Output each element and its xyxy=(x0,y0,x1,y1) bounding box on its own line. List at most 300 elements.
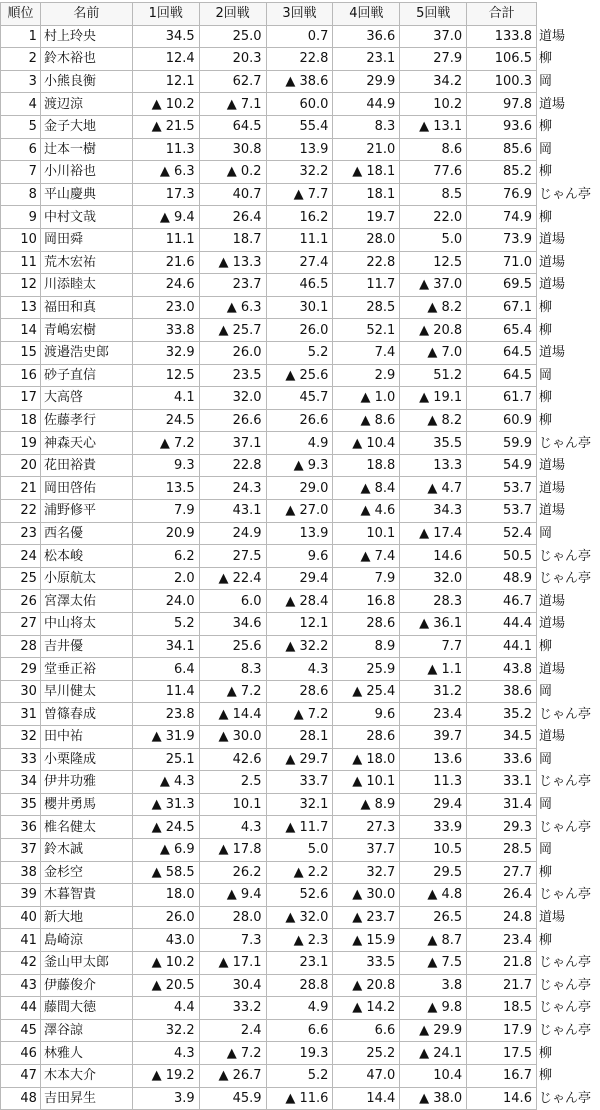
round-5-cell: ▲ 4.8 xyxy=(400,884,467,907)
round-3-cell: 19.3 xyxy=(266,1042,333,1065)
round-5-cell: 39.7 xyxy=(400,726,467,749)
round-4-cell: 33.5 xyxy=(333,951,400,974)
rank-cell: 7 xyxy=(1,161,41,184)
table-row xyxy=(1,115,600,138)
total-cell: 38.6 xyxy=(467,680,537,703)
round-1-cell: 32.2 xyxy=(132,1019,199,1042)
total-cell: 14.6 xyxy=(467,1087,537,1110)
round-1-cell: ▲ 58.5 xyxy=(132,861,199,884)
table-row xyxy=(1,206,600,229)
round-3-cell: 5.0 xyxy=(266,838,333,861)
round-3-cell: 60.0 xyxy=(266,93,333,116)
round-1-cell: ▲ 31.3 xyxy=(132,793,199,816)
round-2-cell: 27.5 xyxy=(199,545,266,568)
round-2-cell: 23.7 xyxy=(199,274,266,297)
round-1-cell: 34.1 xyxy=(132,635,199,658)
group-cell: 柳 xyxy=(538,638,552,654)
table-row xyxy=(1,70,600,93)
rank-cell: 42 xyxy=(1,951,41,974)
name-cell: 荒木宏祐 xyxy=(40,251,132,274)
table-row xyxy=(1,228,600,251)
rank-cell: 23 xyxy=(1,522,41,545)
table-row xyxy=(1,364,600,387)
round-4-cell: ▲ 18.1 xyxy=(333,161,400,184)
round-5-cell: 8.6 xyxy=(400,138,467,161)
table-row xyxy=(1,590,600,613)
round-3-cell: 32.2 xyxy=(266,161,333,184)
table-row xyxy=(1,726,600,749)
group-cell: 道場 xyxy=(538,28,565,44)
round-1-cell: 5.2 xyxy=(132,613,199,636)
round-4-cell: 22.8 xyxy=(333,251,400,274)
name-cell: 大高啓 xyxy=(40,387,132,410)
total-cell: 85.2 xyxy=(467,161,537,184)
name-cell: 渡辺涼 xyxy=(40,93,132,116)
name-cell: 鈴木誠 xyxy=(40,838,132,861)
round-3-cell: 5.2 xyxy=(266,1064,333,1087)
total-cell: 35.2 xyxy=(467,703,537,726)
round-2-cell: 33.2 xyxy=(199,997,266,1020)
group-cell: 道場 xyxy=(538,232,565,248)
round-2-cell: 26.2 xyxy=(199,861,266,884)
round-2-cell: 26.4 xyxy=(199,206,266,229)
round-5-cell: 51.2 xyxy=(400,364,467,387)
round-5-cell: 14.6 xyxy=(400,545,467,568)
round-5-cell: 31.2 xyxy=(400,680,467,703)
round-3-cell: 28.6 xyxy=(266,680,333,703)
round-3-cell: 26.6 xyxy=(266,409,333,432)
name-cell: 釜山甲太郎 xyxy=(40,951,132,974)
rank-cell: 3 xyxy=(1,70,41,93)
round-4-cell: ▲ 25.4 xyxy=(333,680,400,703)
total-cell: 133.8 xyxy=(467,25,537,48)
rank-cell: 24 xyxy=(1,545,41,568)
round-1-cell: 21.6 xyxy=(132,251,199,274)
round-4-cell: ▲ 10.1 xyxy=(333,771,400,794)
header-round-2: 2回戦 xyxy=(199,3,266,26)
round-2-cell: 26.0 xyxy=(199,341,266,364)
total-cell: 44.1 xyxy=(467,635,537,658)
total-cell: 53.7 xyxy=(467,500,537,523)
group-cell: 岡 xyxy=(538,684,552,700)
round-2-cell: 4.3 xyxy=(199,816,266,839)
round-2-cell: 23.5 xyxy=(199,364,266,387)
round-3-cell: ▲ 32.0 xyxy=(266,906,333,929)
round-5-cell: ▲ 38.0 xyxy=(400,1087,467,1110)
rank-cell: 43 xyxy=(1,974,41,997)
round-5-cell: 26.5 xyxy=(400,906,467,929)
rank-cell: 13 xyxy=(1,296,41,319)
round-3-cell: 4.9 xyxy=(266,997,333,1020)
round-4-cell: ▲ 14.2 xyxy=(333,997,400,1020)
name-cell: 櫻井勇馬 xyxy=(40,793,132,816)
round-2-cell: 30.4 xyxy=(199,974,266,997)
round-1-cell: ▲ 9.4 xyxy=(132,206,199,229)
round-3-cell: 29.4 xyxy=(266,567,333,590)
name-cell: 中山将太 xyxy=(40,613,132,636)
round-5-cell: ▲ 7.5 xyxy=(400,951,467,974)
round-5-cell: 37.0 xyxy=(400,25,467,48)
round-1-cell: 4.3 xyxy=(132,1042,199,1065)
rank-cell: 10 xyxy=(1,228,41,251)
header-row xyxy=(1,3,600,26)
round-2-cell: 24.9 xyxy=(199,522,266,545)
rank-cell: 27 xyxy=(1,613,41,636)
round-4-cell: 6.6 xyxy=(333,1019,400,1042)
total-cell: 71.0 xyxy=(467,251,537,274)
round-3-cell: 45.7 xyxy=(266,387,333,410)
round-1-cell: 9.3 xyxy=(132,454,199,477)
name-cell: 福田和真 xyxy=(40,296,132,319)
round-1-cell: 32.9 xyxy=(132,341,199,364)
round-5-cell: 29.5 xyxy=(400,861,467,884)
total-cell: 43.8 xyxy=(467,658,537,681)
table-row xyxy=(1,1064,600,1087)
round-1-cell: 25.1 xyxy=(132,748,199,771)
round-3-cell: 26.0 xyxy=(266,319,333,342)
rank-cell: 45 xyxy=(1,1019,41,1042)
round-1-cell: 43.0 xyxy=(132,929,199,952)
name-cell: 川添睦太 xyxy=(40,274,132,297)
rank-cell: 18 xyxy=(1,409,41,432)
group-cell: じゃん亭 xyxy=(538,774,591,790)
round-3-cell: 6.6 xyxy=(266,1019,333,1042)
group-cell: 道場 xyxy=(538,458,565,474)
name-cell: 田中祐 xyxy=(40,726,132,749)
group-cell: 岡 xyxy=(538,367,552,383)
name-cell: 渡邉浩史郎 xyxy=(40,341,132,364)
round-3-cell: 9.6 xyxy=(266,545,333,568)
round-1-cell: ▲ 6.3 xyxy=(132,161,199,184)
round-1-cell: ▲ 4.3 xyxy=(132,771,199,794)
round-2-cell: 2.5 xyxy=(199,771,266,794)
total-cell: 74.9 xyxy=(467,206,537,229)
round-3-cell: 29.0 xyxy=(266,477,333,500)
table-row xyxy=(1,454,600,477)
round-3-cell: 52.6 xyxy=(266,884,333,907)
table-row xyxy=(1,635,600,658)
table-row xyxy=(1,680,600,703)
rank-cell: 28 xyxy=(1,635,41,658)
name-cell: 早川健太 xyxy=(40,680,132,703)
round-2-cell: ▲ 6.3 xyxy=(199,296,266,319)
total-cell: 53.7 xyxy=(467,477,537,500)
round-2-cell: 22.8 xyxy=(199,454,266,477)
rank-cell: 47 xyxy=(1,1064,41,1087)
group-cell: 柳 xyxy=(538,1045,552,1061)
round-4-cell: ▲ 4.6 xyxy=(333,500,400,523)
total-cell: 97.8 xyxy=(467,93,537,116)
round-3-cell: 5.2 xyxy=(266,341,333,364)
name-cell: 宮澤太佑 xyxy=(40,590,132,613)
round-2-cell: 64.5 xyxy=(199,115,266,138)
round-2-cell: 25.6 xyxy=(199,635,266,658)
rank-cell: 41 xyxy=(1,929,41,952)
round-5-cell: 5.0 xyxy=(400,228,467,251)
round-2-cell: 62.7 xyxy=(199,70,266,93)
table-row xyxy=(1,748,600,771)
name-cell: 伊藤俊介 xyxy=(40,974,132,997)
round-1-cell: ▲ 6.9 xyxy=(132,838,199,861)
round-3-cell: 30.1 xyxy=(266,296,333,319)
round-2-cell: ▲ 26.7 xyxy=(199,1064,266,1087)
round-2-cell: ▲ 9.4 xyxy=(199,884,266,907)
round-3-cell: 16.2 xyxy=(266,206,333,229)
rank-cell: 44 xyxy=(1,997,41,1020)
total-cell: 16.7 xyxy=(467,1064,537,1087)
name-cell: 浦野修平 xyxy=(40,500,132,523)
round-3-cell: 4.9 xyxy=(266,432,333,455)
group-cell: じゃん亭 xyxy=(538,977,591,993)
group-cell: 柳 xyxy=(538,390,552,406)
round-4-cell: ▲ 1.0 xyxy=(333,387,400,410)
round-4-cell: 28.6 xyxy=(333,726,400,749)
round-4-cell: ▲ 20.8 xyxy=(333,974,400,997)
total-cell: 50.5 xyxy=(467,545,537,568)
group-cell: 岡 xyxy=(538,842,552,858)
round-4-cell: 32.7 xyxy=(333,861,400,884)
round-1-cell: 24.0 xyxy=(132,590,199,613)
round-4-cell: ▲ 8.9 xyxy=(333,793,400,816)
rank-cell: 36 xyxy=(1,816,41,839)
group-cell: 柳 xyxy=(538,209,552,225)
round-5-cell: 10.5 xyxy=(400,838,467,861)
round-1-cell: 33.8 xyxy=(132,319,199,342)
round-2-cell: 43.1 xyxy=(199,500,266,523)
round-4-cell: 27.3 xyxy=(333,816,400,839)
total-cell: 61.7 xyxy=(467,387,537,410)
round-4-cell: ▲ 30.0 xyxy=(333,884,400,907)
name-cell: 金子大地 xyxy=(40,115,132,138)
table-row xyxy=(1,816,600,839)
round-5-cell: 10.2 xyxy=(400,93,467,116)
total-cell: 46.7 xyxy=(467,590,537,613)
round-2-cell: 37.1 xyxy=(199,432,266,455)
round-1-cell: 24.6 xyxy=(132,274,199,297)
round-5-cell: ▲ 24.1 xyxy=(400,1042,467,1065)
header-round-1: 1回戦 xyxy=(132,3,199,26)
group-cell: 柳 xyxy=(538,932,552,948)
round-2-cell: 7.3 xyxy=(199,929,266,952)
name-cell: 鈴木裕也 xyxy=(40,48,132,71)
group-cell: じゃん亭 xyxy=(538,819,591,835)
name-cell: 小川裕也 xyxy=(40,161,132,184)
round-4-cell: 18.1 xyxy=(333,183,400,206)
round-3-cell: 33.7 xyxy=(266,771,333,794)
round-1-cell: 24.5 xyxy=(132,409,199,432)
round-5-cell: ▲ 8.7 xyxy=(400,929,467,952)
round-2-cell: 6.0 xyxy=(199,590,266,613)
total-cell: 76.9 xyxy=(467,183,537,206)
header-round-3: 3回戦 xyxy=(266,3,333,26)
round-2-cell: 18.7 xyxy=(199,228,266,251)
table-row xyxy=(1,25,600,48)
rank-cell: 9 xyxy=(1,206,41,229)
name-cell: 村上玲央 xyxy=(40,25,132,48)
round-5-cell: 77.6 xyxy=(400,161,467,184)
round-4-cell: ▲ 10.4 xyxy=(333,432,400,455)
round-2-cell: ▲ 17.8 xyxy=(199,838,266,861)
name-cell: 木暮智貴 xyxy=(40,884,132,907)
round-1-cell: 18.0 xyxy=(132,884,199,907)
name-cell: 神森天心 xyxy=(40,432,132,455)
group-cell: 岡 xyxy=(538,74,552,90)
name-cell: 佐藤孝行 xyxy=(40,409,132,432)
table-row xyxy=(1,522,600,545)
round-1-cell: 2.0 xyxy=(132,567,199,590)
table-row xyxy=(1,500,600,523)
round-4-cell: 7.4 xyxy=(333,341,400,364)
round-4-cell: ▲ 8.4 xyxy=(333,477,400,500)
round-1-cell: 6.2 xyxy=(132,545,199,568)
round-4-cell: 16.8 xyxy=(333,590,400,613)
group-cell: 道場 xyxy=(538,593,565,609)
name-cell: 吉田昇生 xyxy=(40,1087,132,1110)
rank-cell: 15 xyxy=(1,341,41,364)
round-4-cell: 14.4 xyxy=(333,1087,400,1110)
rank-cell: 6 xyxy=(1,138,41,161)
round-4-cell: ▲ 8.6 xyxy=(333,409,400,432)
group-cell: 岡 xyxy=(538,141,552,157)
table-row xyxy=(1,771,600,794)
rank-cell: 32 xyxy=(1,726,41,749)
group-cell: じゃん亭 xyxy=(538,1000,591,1016)
round-3-cell: ▲ 11.6 xyxy=(266,1087,333,1110)
round-5-cell: 33.9 xyxy=(400,816,467,839)
group-cell: じゃん亭 xyxy=(538,1090,591,1106)
round-4-cell: 8.3 xyxy=(333,115,400,138)
table-row xyxy=(1,974,600,997)
group-cell: 道場 xyxy=(538,503,565,519)
round-5-cell: ▲ 37.0 xyxy=(400,274,467,297)
round-2-cell: 34.6 xyxy=(199,613,266,636)
group-cell: 柳 xyxy=(538,51,552,67)
round-4-cell: 11.7 xyxy=(333,274,400,297)
round-2-cell: 20.3 xyxy=(199,48,266,71)
round-5-cell: 13.3 xyxy=(400,454,467,477)
total-cell: 23.4 xyxy=(467,929,537,952)
results-table xyxy=(0,2,600,1110)
round-2-cell: ▲ 22.4 xyxy=(199,567,266,590)
round-3-cell: 11.1 xyxy=(266,228,333,251)
round-1-cell: 26.0 xyxy=(132,906,199,929)
rank-cell: 16 xyxy=(1,364,41,387)
total-cell: 52.4 xyxy=(467,522,537,545)
round-4-cell: 21.0 xyxy=(333,138,400,161)
round-1-cell: 23.8 xyxy=(132,703,199,726)
round-5-cell: ▲ 7.0 xyxy=(400,341,467,364)
rank-cell: 46 xyxy=(1,1042,41,1065)
group-cell: 柳 xyxy=(538,1068,552,1084)
round-3-cell: 12.1 xyxy=(266,613,333,636)
group-cell: 道場 xyxy=(538,910,565,926)
round-4-cell: 37.7 xyxy=(333,838,400,861)
group-cell: 道場 xyxy=(538,729,565,745)
round-3-cell: ▲ 25.6 xyxy=(266,364,333,387)
group-cell: じゃん亭 xyxy=(538,548,591,564)
name-cell: 椎名健太 xyxy=(40,816,132,839)
round-5-cell: 34.3 xyxy=(400,500,467,523)
round-1-cell: 11.4 xyxy=(132,680,199,703)
total-cell: 24.8 xyxy=(467,906,537,929)
total-cell: 26.4 xyxy=(467,884,537,907)
round-3-cell: 23.1 xyxy=(266,951,333,974)
table-row xyxy=(1,951,600,974)
round-5-cell: 23.4 xyxy=(400,703,467,726)
total-cell: 65.4 xyxy=(467,319,537,342)
rank-cell: 40 xyxy=(1,906,41,929)
total-cell: 29.3 xyxy=(467,816,537,839)
header-round-4: 4回戦 xyxy=(333,3,400,26)
rank-cell: 12 xyxy=(1,274,41,297)
total-cell: 67.1 xyxy=(467,296,537,319)
round-2-cell: 2.4 xyxy=(199,1019,266,1042)
round-2-cell: ▲ 7.2 xyxy=(199,680,266,703)
round-3-cell: ▲ 7.2 xyxy=(266,703,333,726)
rank-cell: 25 xyxy=(1,567,41,590)
table-row xyxy=(1,658,600,681)
round-2-cell: 40.7 xyxy=(199,183,266,206)
round-4-cell: 28.5 xyxy=(333,296,400,319)
round-2-cell: ▲ 13.3 xyxy=(199,251,266,274)
round-2-cell: ▲ 0.2 xyxy=(199,161,266,184)
round-3-cell: ▲ 2.2 xyxy=(266,861,333,884)
table-row xyxy=(1,1087,600,1110)
round-2-cell: ▲ 30.0 xyxy=(199,726,266,749)
round-1-cell: ▲ 10.2 xyxy=(132,93,199,116)
round-4-cell: 28.6 xyxy=(333,613,400,636)
round-5-cell: ▲ 29.9 xyxy=(400,1019,467,1042)
round-4-cell: 7.9 xyxy=(333,567,400,590)
total-cell: 44.4 xyxy=(467,613,537,636)
round-2-cell: 10.1 xyxy=(199,793,266,816)
round-4-cell: 28.0 xyxy=(333,228,400,251)
table-row xyxy=(1,274,600,297)
rank-cell: 22 xyxy=(1,500,41,523)
total-cell: 18.5 xyxy=(467,997,537,1020)
table-row xyxy=(1,1042,600,1065)
name-cell: 伊井功雅 xyxy=(40,771,132,794)
round-2-cell: 32.0 xyxy=(199,387,266,410)
name-cell: 堂垂正裕 xyxy=(40,658,132,681)
round-1-cell: 6.4 xyxy=(132,658,199,681)
round-3-cell: ▲ 38.6 xyxy=(266,70,333,93)
name-cell: 岡田啓佑 xyxy=(40,477,132,500)
header-group-blank xyxy=(536,3,599,26)
round-5-cell: ▲ 8.2 xyxy=(400,296,467,319)
round-1-cell: ▲ 7.2 xyxy=(132,432,199,455)
round-2-cell: ▲ 7.2 xyxy=(199,1042,266,1065)
group-cell: 岡 xyxy=(538,751,552,767)
group-cell: 柳 xyxy=(538,119,552,135)
round-5-cell: 3.8 xyxy=(400,974,467,997)
total-cell: 17.5 xyxy=(467,1042,537,1065)
total-cell: 64.5 xyxy=(467,364,537,387)
round-5-cell: 35.5 xyxy=(400,432,467,455)
round-3-cell: 55.4 xyxy=(266,115,333,138)
rank-cell: 29 xyxy=(1,658,41,681)
table-body xyxy=(1,25,600,1110)
table-row xyxy=(1,613,600,636)
group-cell: 柳 xyxy=(538,164,552,180)
table-row xyxy=(1,183,600,206)
round-1-cell: 12.5 xyxy=(132,364,199,387)
total-cell: 100.3 xyxy=(467,70,537,93)
round-4-cell: 2.9 xyxy=(333,364,400,387)
round-2-cell: 25.0 xyxy=(199,25,266,48)
table-row xyxy=(1,432,600,455)
round-5-cell: ▲ 9.8 xyxy=(400,997,467,1020)
